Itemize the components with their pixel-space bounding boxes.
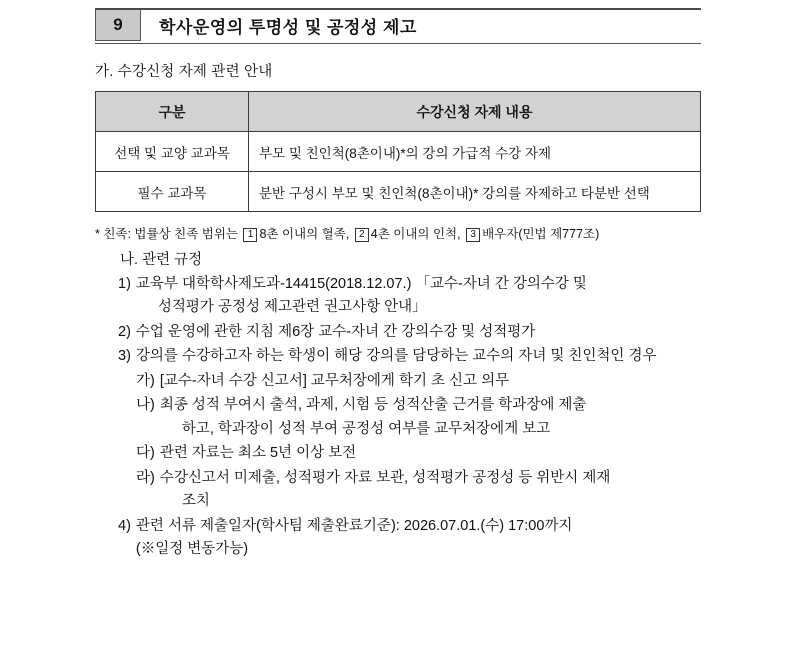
list-item [118, 273, 733, 320]
sub-list-item [136, 467, 733, 514]
sub-list-item-line-2: 조치 [181, 493, 210, 510]
list-item [118, 345, 733, 368]
document-page [0, 8, 793, 661]
section-a-heading: 가. 수강신청 자제 관련 안내 [95, 64, 273, 80]
page-title: 학사운영의 투명성 및 공정성 제고 [159, 18, 417, 37]
table-cell-content: 부모 및 친인척(8촌이내)*의 강의 가급적 수강 자제 [249, 132, 701, 172]
guide-table-wrapper [95, 91, 701, 212]
list-item-marker: 1) [118, 276, 131, 292]
footnote-text-1: 8촌 이내의 혈족, [259, 227, 350, 241]
list-item [118, 515, 733, 562]
chapter-number-box: 9 [95, 10, 141, 41]
sub-list-item-text: 관련 자료는 최소 5년 이상 보전 [159, 445, 357, 462]
table-header [96, 92, 701, 132]
list-item-line-2: 성적평가 공정성 제고관련 권고사항 안내」 [157, 299, 427, 316]
sub-list-item-text [160, 467, 733, 514]
list-item-marker: 4) [118, 517, 131, 534]
header-row [95, 10, 701, 41]
guide-table [95, 91, 701, 212]
sub-list-item-line-1: 수강신고서 미제출, 성적평가 자료 보관, 성적평가 공정성 등 위반시 제재 [159, 469, 611, 486]
regulations-list [118, 273, 733, 562]
footnote-text-3: 배우자(민법 제777조) [482, 227, 600, 241]
list-item-text [136, 515, 733, 562]
sub-list-item [136, 394, 733, 441]
table-header-row [96, 92, 701, 132]
list-item-line-2: (※일정 변동가능) [135, 541, 249, 558]
sub-list-item-marker: 라) [136, 469, 155, 486]
footnote-prefix: * 친족: 법률상 친족 범위는 [95, 227, 238, 241]
sub-list-item [136, 442, 733, 465]
list-item-text: 강의를 수강하고자 하는 학생이 해당 강의를 담당하는 교수의 자녀 및 친인척인 경우 [135, 348, 657, 365]
table-header-division: 구분 [96, 92, 249, 132]
footnote-number-3: 3 [466, 228, 480, 242]
footnote-number-2: 2 [355, 228, 369, 242]
list-item-text [136, 273, 733, 320]
sub-list-item-marker: 나) [136, 397, 155, 414]
sub-list-item-text [160, 394, 733, 441]
table-body [96, 132, 701, 212]
sub-list-item [136, 370, 733, 393]
list-item-text: 수업 운영에 관한 지침 제6장 교수-자녀 간 강의수강 및 성적평가 [135, 323, 536, 340]
footnote-number-1: 1 [243, 228, 257, 242]
header-bottom-rule [95, 43, 701, 44]
document-header [95, 8, 701, 44]
sub-list-item-marker: 가) [136, 372, 155, 389]
section-b-heading: 나. 관련 규정 [120, 252, 203, 268]
list-item [118, 321, 733, 344]
table-row [96, 132, 701, 172]
sub-list-item-text: [교수-자녀 수강 신고서] 교무처장에게 학기 초 신고 의무 [159, 372, 510, 389]
list-item-marker: 2) [118, 323, 131, 340]
sub-list-item-line-2: 하고, 학과장이 성적 부여 공정성 여부를 교무처장에게 보고 [181, 420, 551, 437]
table-footnote [95, 224, 793, 242]
table-header-content: 수강신청 자제 내용 [249, 92, 701, 132]
footnote-text-2: 4촌 이내의 인척, [370, 227, 461, 241]
sub-list-item-marker: 다) [136, 445, 155, 462]
sub-list-item-line-1: 최종 성적 부여시 출석, 과제, 시험 등 성적산출 근거를 학과장에 제출 [159, 397, 587, 414]
list-item-marker: 3) [118, 348, 131, 365]
table-row [96, 172, 701, 212]
table-cell-content: 분반 구성시 부모 및 친인척(8촌이내)* 강의를 자제하고 타분반 선택 [249, 172, 701, 212]
list-item-line-1: 교육부 대학학사제도과-14415(2018.12.07.) 「교수-자녀 간 강의수강 및 [135, 276, 587, 292]
list-item-line-1: 관련 서류 제출일자(학사팀 제출완료기준): 2026.07.01.(수) 17:00까지 [135, 517, 573, 534]
table-cell-division: 필수 교과목 [96, 172, 249, 212]
table-cell-division: 선택 및 교양 교과목 [96, 132, 249, 172]
